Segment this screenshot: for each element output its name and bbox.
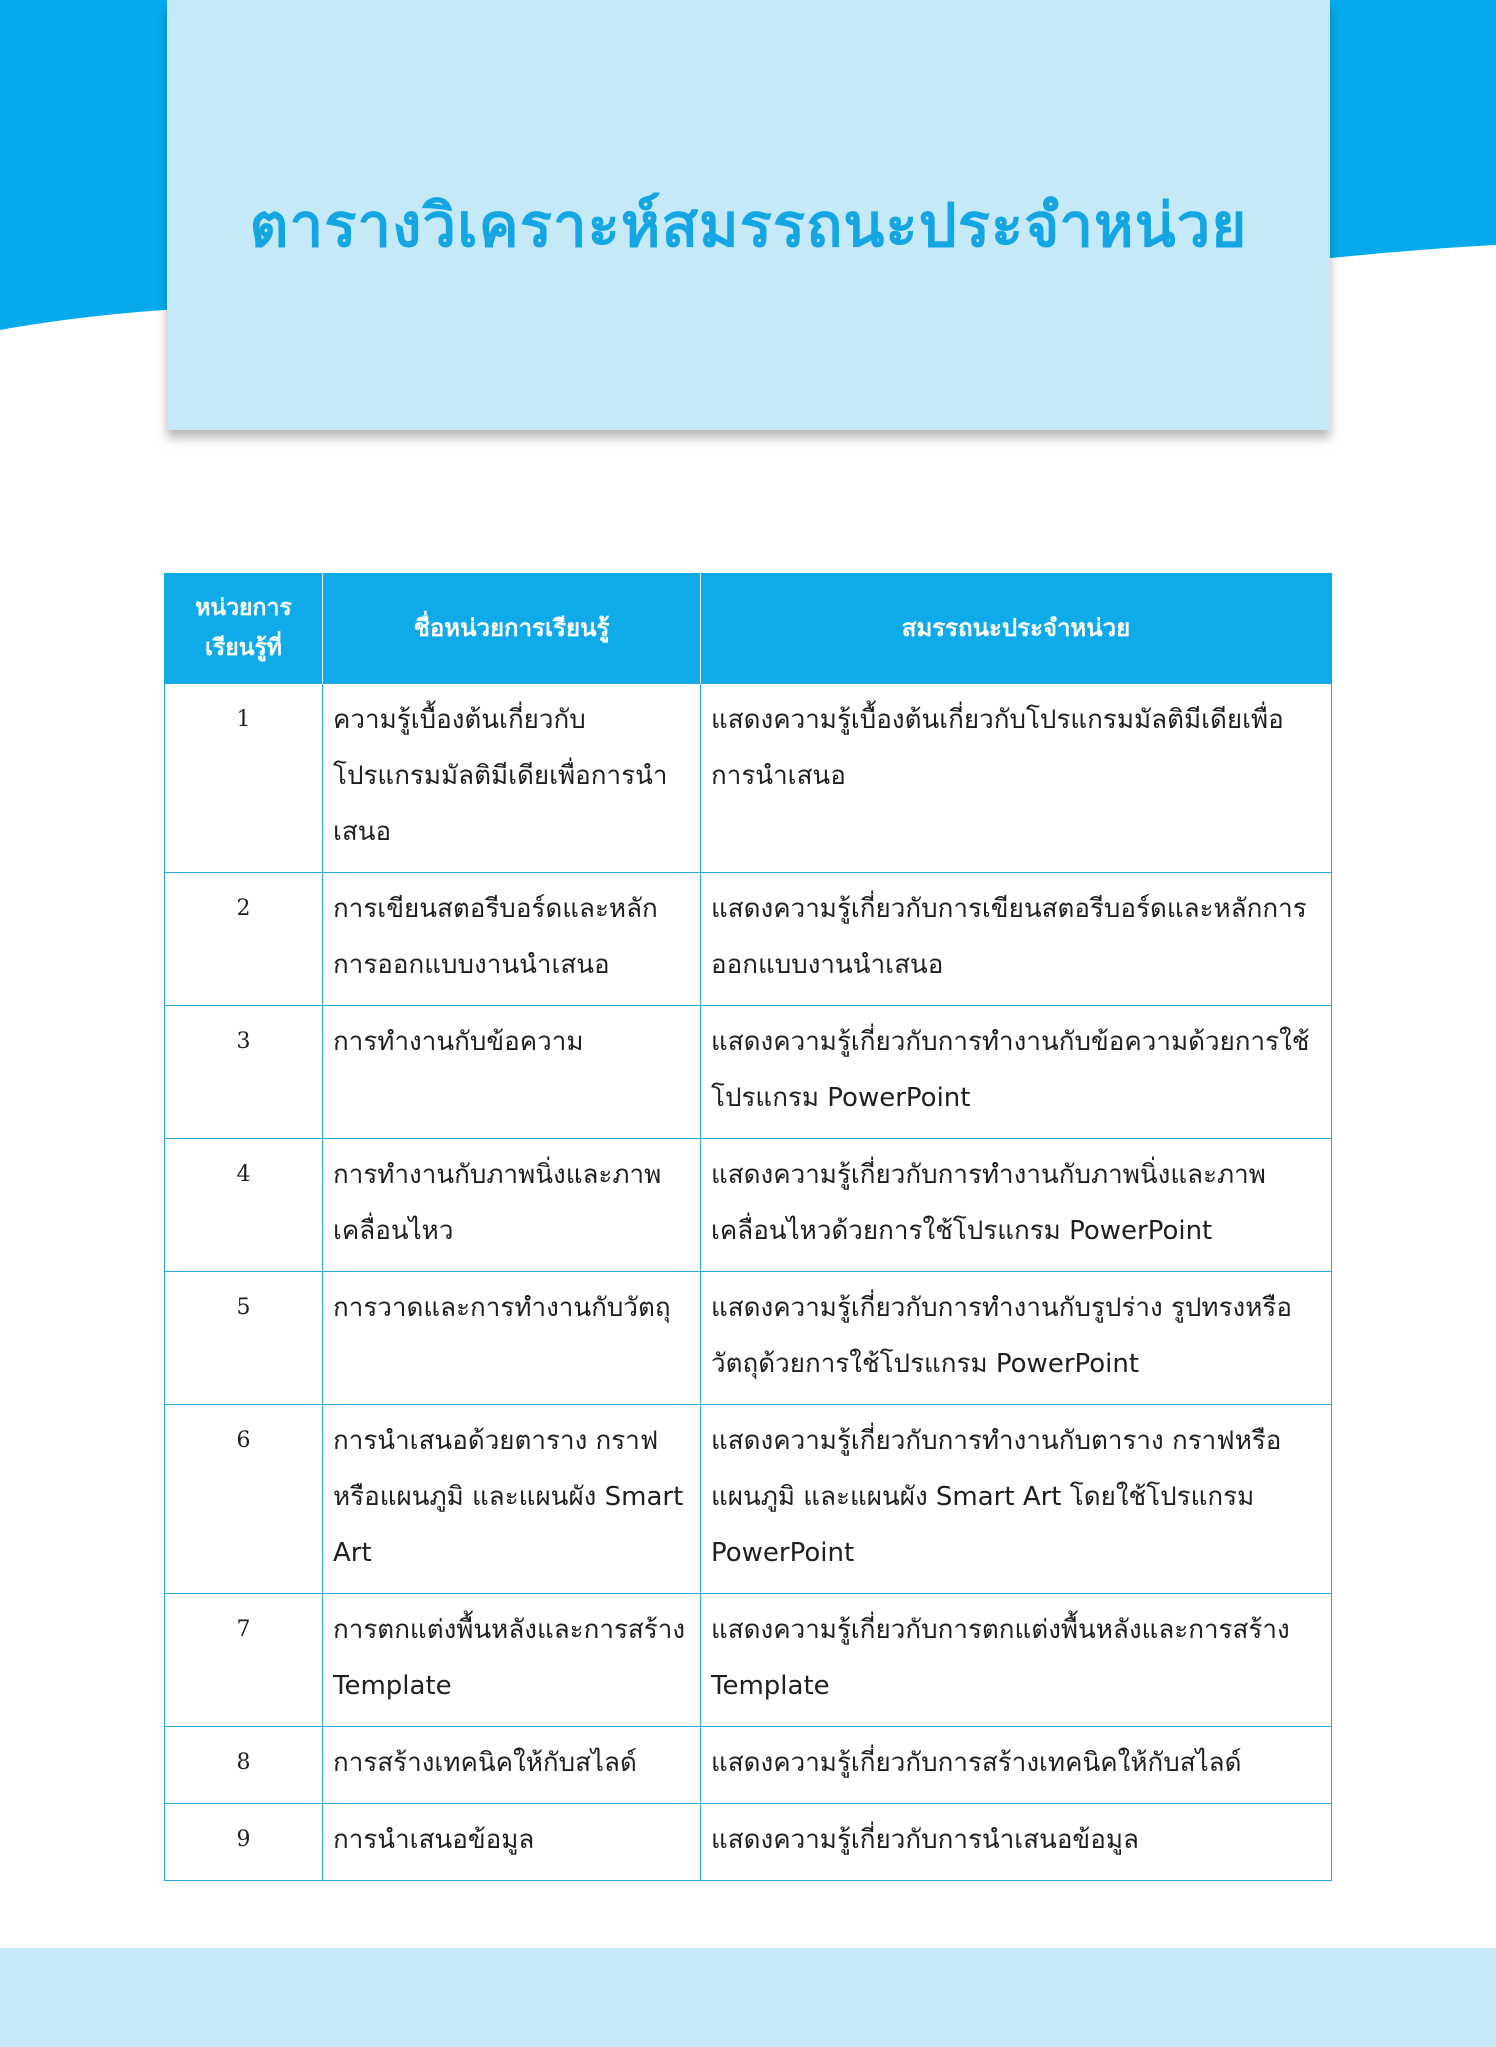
unit-name: การนำเสนอด้วยตาราง กราฟหรือแผนภูมิ และแผนผัง Smart Art [323,1405,701,1594]
table-row [165,1804,1332,1881]
unit-number: 8 [165,1727,323,1804]
unit-name: การเขียนสตอรีบอร์ดและหลักการออกแบบงานนำเสนอ [323,873,701,1006]
unit-competency: แสดงความรู้เกี่ยวกับการทำงานกับตาราง กราฟหรือแผนภูมิ และแผนผัง Smart Art โดยใช้โปรแกรม PowerPoint [701,1405,1332,1594]
table-body [165,684,1332,1881]
unit-number: 2 [165,873,323,1006]
unit-name: ความรู้เบื้องต้นเกี่ยวกับโปรแกรมมัลติมีเดียเพื่อการนำเสนอ [323,684,701,873]
unit-competency: แสดงความรู้เกี่ยวกับการทำงานกับข้อความด้วยการใช้โปรแกรม PowerPoint [701,1006,1332,1139]
unit-competency: แสดงความรู้เกี่ยวกับการเขียนสตอรีบอร์ดและหลักการออกแบบงานนำเสนอ [701,873,1332,1006]
unit-number: 5 [165,1272,323,1405]
unit-competency: แสดงความรู้เกี่ยวกับการทำงานกับรูปร่าง รูปทรงหรือวัตถุด้วยการใช้โปรแกรม PowerPoint [701,1272,1332,1405]
unit-number: 1 [165,684,323,873]
table-row [165,684,1332,873]
unit-competency: แสดงความรู้เกี่ยวกับการสร้างเทคนิคให้กับสไลด์ [701,1727,1332,1804]
unit-name: การสร้างเทคนิคให้กับสไลด์ [323,1727,701,1804]
page-title: ตารางวิเคราะห์สมรรถนะประจำหน่วย [249,190,1248,261]
header-unit-name: ชื่อหน่วยการเรียนรู้ [323,573,701,684]
title-banner [167,0,1330,430]
footer-band [0,1948,1496,2047]
unit-name: การตกแต่งพื้นหลังและการสร้าง Template [323,1594,701,1727]
unit-number: 6 [165,1405,323,1594]
table-row [165,1272,1332,1405]
header-row [165,573,1332,684]
competency-table [164,573,1332,1881]
table-row [165,1139,1332,1272]
table-row [165,1405,1332,1594]
unit-competency: แสดงความรู้เกี่ยวกับการตกแต่งพื้นหลังและการสร้าง Template [701,1594,1332,1727]
table-row [165,1727,1332,1804]
unit-name: การนำเสนอข้อมูล [323,1804,701,1881]
unit-name: การวาดและการทำงานกับวัตถุ [323,1272,701,1405]
table-row [165,1594,1332,1727]
unit-competency: แสดงความรู้เกี่ยวกับการทำงานกับภาพนิ่งและภาพเคลื่อนไหวด้วยการใช้โปรแกรม PowerPoint [701,1139,1332,1272]
header-unit-no: หน่วยการเรียนรู้ที่ [165,573,323,684]
unit-competency: แสดงความรู้เบื้องต้นเกี่ยวกับโปรแกรมมัลติมีเดียเพื่อการนำเสนอ [701,684,1332,873]
competency-table-container [164,573,1331,1881]
table-row [165,1006,1332,1139]
header-competency: สมรรถนะประจำหน่วย [701,573,1332,684]
unit-number: 3 [165,1006,323,1139]
table-header [165,573,1332,684]
table-row [165,873,1332,1006]
unit-competency: แสดงความรู้เกี่ยวกับการนำเสนอข้อมูล [701,1804,1332,1881]
unit-number: 4 [165,1139,323,1272]
unit-number: 9 [165,1804,323,1881]
unit-name: การทำงานกับภาพนิ่งและภาพเคลื่อนไหว [323,1139,701,1272]
unit-number: 7 [165,1594,323,1727]
unit-name: การทำงานกับข้อความ [323,1006,701,1139]
